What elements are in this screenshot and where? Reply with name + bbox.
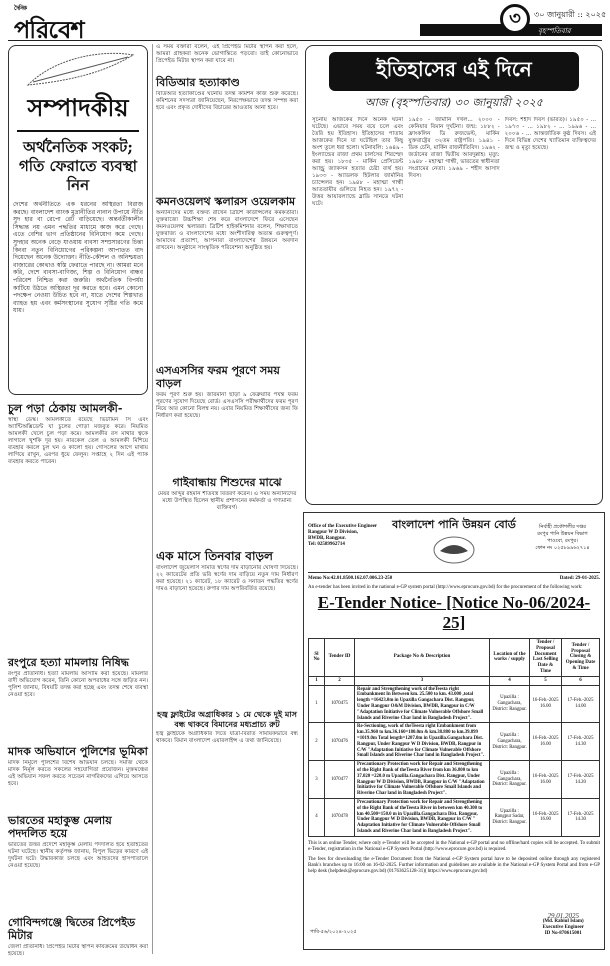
article-body: মেয়র আব্দুর রহমান শীতবস্ত্র বিতরণ করেন। এ সময় অন্যান্যদের মধ্যে উপস্থিত ছিলেন স্থানীয় প্রশাসনের কর্মকর্তা ও গণ্যমান্য ব্যক্তিবর্গ। bbox=[157, 491, 297, 511]
cell-close: 17-Feb.-2025 14.00 bbox=[562, 685, 600, 723]
col-header: Sl No bbox=[309, 639, 325, 677]
cell-loc: Upazilla : Gangachara, District: Rangpur. bbox=[490, 761, 530, 799]
office-line-bn: পাওবো, রংপুর। bbox=[547, 538, 578, 544]
tender-note-1: This is an online Tender, where only e-Tender will be accepted in the National e-GP portal and no offline/hard copies will be accepted. To submit e-Tender, registration in the National e-GP System Portal (http://www.eprocure.gov.bd) is required. bbox=[308, 840, 600, 852]
article-body: বাংলাদেশ জুয়েলার্স সমিতি স্বর্ণের দাম বাড়ানোর ঘোষণা দিয়েছে। ২২ ক্যারেটের প্রতি ভরি স্বর্ণের দাম বাড়িয়ে নতুন দাম নির্ধারণ করা হয়েছে। ২১ ক্যারেট, ১৮ ক্যারেট ও সনাতন পদ্ধতির স্বর্ণের দামও বাড়ানো হয়েছে। রুপার দাম অপরিবর্তিত রয়েছে। bbox=[156, 565, 298, 592]
office-line: Tel: 02589962714 bbox=[308, 542, 345, 547]
office-line: Rangpur W D Division, bbox=[308, 530, 359, 535]
issue-day: বৃহস্পতিবার bbox=[538, 27, 571, 35]
article-headline: গোবিন্দগঞ্জে দ্বিতের প্রিপেইড মিটার bbox=[8, 916, 136, 942]
cell-close: 17-Feb.-2025 14.30 bbox=[562, 798, 600, 836]
history-col-2: ১৯৫০ - জার্মানি দখল... ২০০০ - কেনিয়ার বিমান দুর্ঘটনা। জন্ম: ১৮৮২ - ফ্রাংকলিন ডি রুজভেল্ট, মার্কিন যুক্তরাষ্ট্রের ৩২তম রাষ্ট্রপতি। ১৯৪১ - ডিক চেনি, মার্কিন রাজনীতিবিদ। ১৯৬২ - জর্ডানের রাজা দ্বিতীয় আবদুল্লাহ। মৃত্যু: ১৯৪৮ - মহাত্মা গান্ধী, ভারতের স্বাধীনতা সংগ্রামের নেতা। ১৯৬৯ - শহীদ আসাদ দিবস। bbox=[408, 117, 500, 179]
cell-loc: Upazilla : Gangachara, District: Rangpur. bbox=[490, 685, 530, 723]
cell-sell: 16-Feb.-2025 16.00 bbox=[530, 685, 562, 723]
cell-sell: 16-Feb.-2025 16.00 bbox=[530, 761, 562, 799]
signer-id: ID No-870615001 bbox=[544, 931, 582, 936]
cell-sl: 2 bbox=[309, 723, 325, 761]
cell-sell: 16-Feb.-2025 16.00 bbox=[530, 798, 562, 836]
editorial-box bbox=[8, 45, 148, 395]
cell-loc: Upazilla : Gangachara, District: Rangpur. bbox=[490, 723, 530, 761]
col-number: 2 bbox=[325, 676, 355, 685]
cell-desc: Precautionary Protection work for Repair and Strengthening of the Right Bank of theTeesta River in between km 40.300 to km 40.500=150.0 m in Upazilla.Gangachara Dist. Rangpur, Under Rangpur W D Division, BWDB, Rangpur in C/W " Adaptation Initiative for Climate Vulnerable Offshore Small Islands and Riverine Char land in Bangladesh Project". bbox=[355, 798, 490, 836]
col-header: Tender / Proposal Document Last Selling Date & Time bbox=[530, 639, 562, 677]
article-headline: এক মাসে তিনবার বাড়ল bbox=[156, 549, 273, 563]
col-number: 6 bbox=[562, 676, 600, 685]
cell-id: 1070478 bbox=[325, 798, 355, 836]
cell-id: 1070476 bbox=[325, 723, 355, 761]
article-headline: মাদক অভিযানে পুলিশের ভূমিকা bbox=[8, 745, 148, 758]
history-box bbox=[305, 45, 603, 505]
cell-id: 1070475 bbox=[325, 685, 355, 723]
history-col-1: সূচনায় আজকের দিনে অনেক ঘটনা ঘটেছে। এভাবে সময় বয়ে চলে এবং তৈরি হয় ইতিহাস। ইতিহাসের পাতায় আজকের দিনে যা ঘটেছিল তার কিছু অংশ তুলে ধরা হলো। ঘটনাবলি: ১৬৪৯ - ইংল্যান্ডের রাজা প্রথম চার্লসের শিরশ্ছেদ করা হয়। ১৮৩৫ - মার্কিন প্রেসিডেন্ট অ্যান্ড্রু জ্যাকসন হত্যার চেষ্টা ব্যর্থ হয়। ১৯৩৩ - অ্যাডলফ হিটলার জার্মানির চ্যান্সেলর হন। ১৯৪৮ - মহাত্মা গান্ধী আততায়ীর গুলিতে নিহত হন। ১৯৭২ - উত্তর আয়ারল্যান্ডে ব্লাডি সানডে ঘটনা ঘটে। bbox=[312, 117, 404, 207]
office-line-bn: ফোন নং ০২৫৮৯৯৬২৭১৪ bbox=[535, 545, 590, 551]
article-body: ভারতের উত্তর প্রদেশে মহাকুম্ভ মেলায় পদদলিত হয়ে হতাহতের ঘটনা ঘটেছে। স্থানীয় কর্তৃপক্ষ জানায়, বিপুল ভিড়ের কারণে এই দুর্ঘটনা ঘটে। উদ্ধারকাজ চলছে এবং আহতদের হাসপাতালে নেওয়া হয়েছে। bbox=[8, 842, 148, 869]
cell-sl: 4 bbox=[309, 798, 325, 836]
tender-notice bbox=[303, 512, 605, 950]
notice-reference: পাবি-৫৬/২০২৪-২০২৫ bbox=[310, 929, 357, 935]
left-column bbox=[8, 398, 148, 957]
office-line-bn: নির্বাহী প্রকৌশলীর দপ্তর bbox=[539, 524, 586, 530]
bwdb-logo-icon bbox=[432, 535, 476, 565]
cell-loc: Upazilla : Rangpur Sadar, District: Rangpur. bbox=[490, 798, 530, 836]
signer-title: Executive Engineer bbox=[542, 925, 584, 930]
cell-sell: 16-Feb.-2025 16.00 bbox=[530, 723, 562, 761]
article-headline: কমনওয়েলথ স্কলারস ওয়েলকাম bbox=[156, 195, 296, 208]
cell-id: 1070477 bbox=[325, 761, 355, 799]
col-number: 3 bbox=[355, 676, 490, 685]
article-body: রংপুর প্রতিনিধি। হত্যা মামলায় আসামি করা হয়েছে। মামলার বাদী অভিযোগ করেন, তিনি কোনো অপরাধের সঙ্গে জড়িত নন। পুলিশ জানায়, বিষয়টি তদন্ত করা হচ্ছে এবং তদন্ত শেষে ব্যবস্থা নেওয়া হবে। bbox=[8, 671, 148, 698]
org-name: বাংলাদেশ পানি উন্নয়ন বোর্ড bbox=[392, 518, 516, 531]
history-col-3: দিবস: শহীদ দিবস (ভারত)। ১৯৫০ - ... ১৯৭৩ - ... ১৯৮২ - ... ১৯৯৬ - ... ২০০৬ - ... আন্তর্জাতিক কুষ্ঠ দিবস। এই দিনে বিভিন্ন দেশের খ্যাতিমান ব্যক্তিত্বদের জন্ম ও মৃত্যু হয়েছে। bbox=[504, 117, 596, 151]
article-headline: ভারতের মহাকুম্ভ মেলায় পদদলিত হয়ে bbox=[8, 814, 112, 840]
tender-note-2: The fees for downloading the e-Tender Document from the National e-GP System portal have to be deposited online through any registered Bank's branches up to 16:00 on 16-02-2025. Further information and guidelines are available in the National e-GP System Portal and from e-GP help desk (helpdesk@eprocure.gov.bd) (01763625128-31)( https://www.eprocure.gov.bd) bbox=[308, 856, 600, 874]
article-body: জেলা প্রতিনিধি। প্রিপেইড মিটার স্থাপন কার্যক্রমের উদ্বোধন করা হয়েছে। bbox=[8, 944, 148, 957]
article-body: বিডিআর হত্যাকাণ্ডের ঘটনায় তদন্ত কমিশন কাজ শুরু করেছে। কমিশনের সদস্যরা জানিয়েছেন, নিরপেক্ষভাবে তদন্ত সম্পন্ন করা হবে এবং প্রকৃত দোষীদের বিচারের আওতায় আনা হবে। bbox=[156, 91, 298, 111]
office-line-bn: রংপুর পানি উন্নয়ন বিভাগ bbox=[537, 531, 588, 537]
col-header: Package No & Description bbox=[355, 639, 490, 677]
article-body: এ সময় বক্তারা বলেন, এই প্রিপেইড মিটার স্থাপন করা হলে, আমরা গ্রাহকরা অনেক ভোগান্তিতে পড়বো। তাই কোনোভাবে প্রিপেইড মিটার স্থাপন করা যাবে না। bbox=[156, 44, 298, 64]
office-line: Office of the Executive Engineer bbox=[308, 524, 378, 529]
signature: 29.01.2025 bbox=[547, 912, 579, 920]
office-line: BWDB, Rangpur. bbox=[308, 536, 346, 541]
article-body: মাদক নির্মূলে পুলিশের বিশেষ অভিযান চলছে। সমাজ থেকে মাদক নির্মূল করতে সকলের সহযোগিতা প্রয়োজন। মুক্তমঞ্চের এই অভিযান সফল করতে সচেতন নাগরিকদের এগিয়ে আসতে হবে। bbox=[8, 760, 148, 787]
article-body: অন্যান্যদের মধ্যে বক্তব্য রাখেন ব্রিটিশ কাউন্সিলের কর্মকর্তারা। যুক্তরাজ্যে উচ্চশিক্ষা শেষ করে বাংলাদেশে ফিরে এসেছেন কমনওয়েলথ স্কলাররা। ব্রিটিশ হাইকমিশনার বলেন, শিক্ষাখাতে যুক্তরাজ্য ও বাংলাদেশের মধ্যে অংশীদারিত্ব অত্যন্ত গুরুত্বপূর্ণ। আমাদের প্রত্যাশা, আপনারা বাংলাদেশের উন্নয়নে অবদান রাখবেন। অনুষ্ঠানে সাংস্কৃতিক পরিবেশনা অনুষ্ঠিত হয়। bbox=[156, 210, 298, 251]
col-header: Location of the works / supply bbox=[490, 639, 530, 677]
article-body: স্বাস্থ্য ডেস্ক। আমলকীতে রয়েছে ভিটামিন সি এবং অ্যান্টিঅক্সিডেন্ট যা চুলের গোড়া মজবুত করে। নিয়মিত আমলকী খেলে চুল পড়া কমে। আমলকীর রস মাথার ত্বকে লাগালে খুশকি দূর হয়। নারকেল তেল ও আমলকী মিশিয়ে ব্যবহার করলে চুল ঘন ও কালো হয়। গোসলের আগে মাথায় লাগিয়ে রাখুন, এরপর ধুয়ে ফেলুন। সপ্তাহে ২ দিন এই প্যাক ব্যবহার করতে পারেন। bbox=[8, 417, 148, 465]
history-title: ইতিহাসের এই দিনে bbox=[329, 52, 579, 91]
cell-desc: Repair and Strengthening work of theTeesta right Embankment In Between km. 25.500 to km. 43.000 ,total length =16423.0m in Upazilla Gangachara Dist. Rangpur, Under Rangpur O&M Division, BWDB, Rangpur in C/W "Adaptation Initiative for Climate Vulnerable Offshore Small Islands and Riverine Char land in Bangladesh Project". bbox=[355, 685, 490, 723]
issue-date: ৩০ জানুয়ারী :: ২০২৫ bbox=[534, 10, 607, 19]
masthead-logo: দৈনিক পরিবেশ bbox=[14, 5, 84, 44]
table-row bbox=[309, 685, 600, 723]
article-headline: এসএসসির ফরম পূরণে সময় বাড়ল bbox=[156, 364, 280, 390]
article-headline: রংপুরে হত্যা মামলায় নিষিদ্ধ bbox=[8, 656, 129, 669]
table-row bbox=[309, 761, 600, 799]
table-row bbox=[309, 723, 600, 761]
tender-title: E-Tender Notice- [Notice No-06/2024-25] bbox=[317, 593, 591, 632]
col-number: 1 bbox=[309, 676, 325, 685]
quill-icon bbox=[18, 50, 138, 90]
tender-table bbox=[308, 638, 600, 837]
history-subtitle: আজ (বৃহস্পতিবার) ৩০ জানুয়ারী ২০২৫ bbox=[365, 96, 543, 109]
editorial-headline: অর্থনৈতিক সংকট; গতি ফেরাতে ব্যবস্থা নিন bbox=[18, 138, 138, 194]
col-header: Tender / Proposal Closing & Opening Date & Time bbox=[562, 639, 600, 677]
cell-close: 17-Feb.-2025 14.20 bbox=[562, 761, 600, 799]
article-body: হজ্ব ফ্লাইটকে অগ্রাধিকার দিতে যাত্রা-বিরতি সাময়িকভাবে বন্ধ থাকবে। বিমান বাংলাদেশ এয়ারলাইন্স এ তথ্য জানিয়েছে। bbox=[156, 731, 298, 744]
cell-close: 17-Feb.-2025 14.30 bbox=[562, 723, 600, 761]
header-rule bbox=[8, 40, 602, 41]
signer-name: (Md. Rabiul Islam) bbox=[542, 919, 584, 924]
memo-date: Dated: 29-01-2025. bbox=[559, 576, 600, 581]
article-headline: চুল পড়া ঠেকায় আমলকী- bbox=[8, 402, 123, 415]
article-headline: হজ্ব ফ্লাইটের অগ্রাধিকার ১ মে থেকে দুই মাস বন্ধ থাকবে বিমানের মধ্যপ্রাচ্য রুট bbox=[157, 709, 297, 729]
page-number: ৩ bbox=[500, 4, 530, 34]
editorial-body: দেশের অর্থনীতিতে এক ধরনের অস্থিরতা বিরাজ করছে। বাংলাদেশ ব্যাংক মুদ্রানীতির নানান উপায়ে নীতি সুদ হার বা রেপো রেট বাড়িয়েছে। অন্তর্বর্তীকালীন সিদ্ধান্ত নয় এমন পদ্ধতির মাধ্যমে কাজ করে গেছে। এতে বেশির ভাগ প্রতিষ্ঠানের বিনিয়োগ কমে গেছে। সুদহার অনেক বেড়ে যাওয়ায় ব্যবসা সম্প্রসারণের চিন্তা কিংবা নতুন বিনিয়োগের পরিকল্পনা আপাতত বাদ দিয়েছেন অনেক উদ্যোক্তা। নীতি-কৌশল ও অনিশ্চয়তা বাজারের কোথাও স্বস্তি ফেরাতে পারছে না। আমরা মনে করি, দেশে ব্যবসা-বাণিজ্য, শিল্প ও বিনিয়োগ বান্ধব পরিবেশ নিশ্চিত করা জরুরি। অর্থনৈতিক বিপর্যয় কাটিয়ে উঠতে অস্থিরতা দূর করতে হবে। এমন কোনো পদক্ষেপ নেওয়া উচিত হবে না, যাতে দেশের শিল্পখাত ব্যাহত হয় এবং কর্মসংস্থানের সুযোগ সৃষ্টির গতি কমে যায়। bbox=[13, 201, 143, 315]
cell-sl: 3 bbox=[309, 761, 325, 799]
editorial-section-title: সম্পাদকীয় bbox=[17, 90, 139, 132]
cell-desc: Precautionary Protection work for Repair and Strengthening of the Right Bank of theTeesta River from km 36.800 to km 37.020 =220.0 m Upazilla.Gangachara Dist. Rangpur, Under Rangpur W D Division, BWDB, Rangpur in C/W "Adaptation Initiative for Climate Vulnerable Offshore Small Islands and Riverine Char land in Bangladesh Project". bbox=[355, 761, 490, 799]
col-number: 5 bbox=[530, 676, 562, 685]
article-headline: বিডিআর হত্যাকাণ্ড bbox=[156, 76, 240, 89]
table-row bbox=[309, 798, 600, 836]
middle-column bbox=[152, 44, 298, 954]
col-number: 4 bbox=[490, 676, 530, 685]
article-headline: গাইবান্ধায় শিশুদের মাঝে bbox=[172, 476, 282, 489]
article-body: ফরম পূরণ শুরু হয়। জরিমানা ছাড়া ৯ ফেব্রুয়ারি পর্যন্ত ফরম পূরণের সুযোগ দিয়েছে বোর্ড। এসএসসি পরীক্ষার্থীদের ফরম পূরণ নিয়ে আর কোনো বিলম্ব নয়। এবার নিয়মিত শিক্ষার্থীদের জন্য ফি নির্ধারণ করা হয়েছে। bbox=[156, 392, 298, 419]
col-header: Tender ID bbox=[325, 639, 355, 677]
cell-desc: Re-Sectioning, work of theTeesta right Embankment from km.35.960 to km.36.160=180.0m & km.38.880 to km.39.899 =1019.0m Total length=1207.0m in Upazilla.Gangachara Dist. Rangpur, Under Rangpur W D Division, BWDB, Rangpur in C/W "Adaptation Initiative for Climate Vulnerable Offshore Small Islands and Riverine Char land in Bangladesh Project". bbox=[355, 723, 490, 761]
cell-sl: 1 bbox=[309, 685, 325, 723]
tender-intro: An e-tender has been invited in the national e-GP system portal (http://www.eprocure.gov.bd) for the procurement of the following work: bbox=[308, 585, 583, 590]
memo-number: Memo No:42.01.8500.162.07.006.23-250 bbox=[308, 576, 393, 581]
